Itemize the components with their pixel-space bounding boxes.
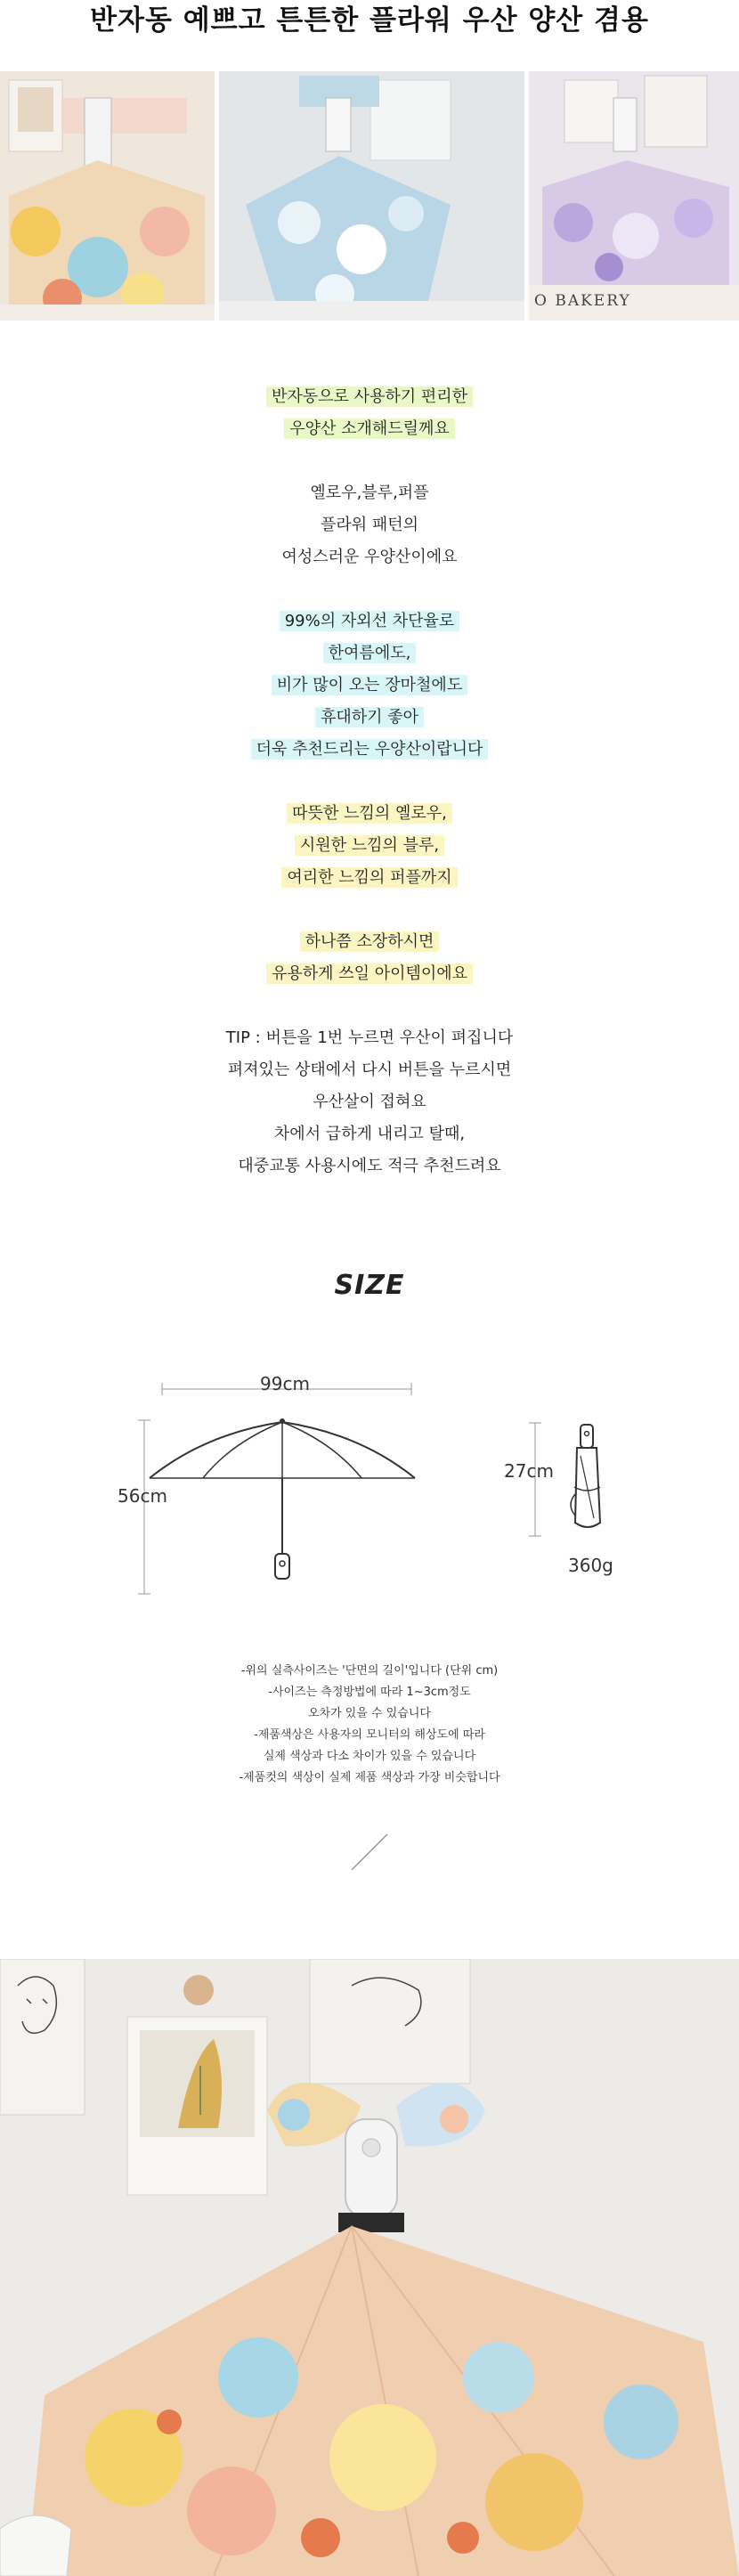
- copy-line: 비가 많이 오는 장마철에도: [272, 675, 467, 695]
- note-line: 실제 색상과 다소 차이가 있을 수 있습니다: [263, 1750, 476, 1763]
- tip-line: 대중교통 사용시에도 적극 추천드려요: [238, 1157, 501, 1175]
- size-diagram: [0, 1353, 739, 1621]
- page-title: 반자동 예쁘고 튼튼한 플라워 우산 양산 겸용: [90, 4, 649, 37]
- copy-line: 여리한 느낌의 퍼플까지: [281, 867, 457, 888]
- tip-line: 우산살이 접혀요: [313, 1093, 426, 1111]
- note-line: -위의 실측사이즈는 '단면의 길이'입니다 (단위 cm): [240, 1664, 499, 1678]
- hero-photo-caption: O BAKERY: [534, 292, 631, 310]
- copy-line: 여성스러운 우양산이에요: [281, 548, 458, 566]
- copy-line: 플라워 패턴의: [320, 516, 419, 534]
- copy-line: 99%의 자외선 차단율로: [280, 611, 460, 631]
- note-line: -사이즈는 측정방법에 따라 1~3cm정도: [268, 1686, 471, 1699]
- product-photo-yellow: [0, 71, 215, 321]
- note-line: -제품컷의 색상이 실제 제품 색상과 가장 비슷합니다: [239, 1771, 500, 1784]
- product-detail-photo: [0, 1959, 739, 2576]
- tip-line: 펴져있는 상태에서 다시 버튼을 누르시면: [227, 1060, 512, 1079]
- umbrella-diagram: [0, 1353, 739, 1621]
- copy-line: 옐로우,블루,퍼플: [310, 484, 429, 502]
- folded-length-label: 27cm: [504, 1460, 554, 1482]
- copy-line: 한여름에도,: [323, 643, 417, 663]
- note-line: 오차가 있을 수 있습니다: [308, 1707, 431, 1720]
- copy-line: 우양산 소개해드릴께요: [284, 418, 455, 439]
- product-photo-blue: [219, 71, 524, 321]
- product-description: [0, 381, 739, 1182]
- tip-line: TIP : 버튼을 1번 누르면 우산이 펴집니다: [225, 1028, 514, 1047]
- copy-line: 더욱 추천드리는 우양산이랍니다: [251, 739, 489, 760]
- tip-line: 차에서 급하게 내리고 탈때,: [273, 1125, 466, 1143]
- copy-line: 유용하게 쓰일 아이템이에요: [266, 963, 473, 984]
- copy-line: 하나쯤 소장하시면: [300, 931, 440, 952]
- product-photo-purple: [529, 71, 739, 321]
- copy-line: 반자동으로 사용하기 편리한: [266, 386, 473, 407]
- hero-image-strip: [0, 71, 739, 321]
- weight-label: 360g: [568, 1555, 613, 1576]
- size-heading: SIZE: [334, 1270, 405, 1301]
- note-line: -제품색상은 사용자의 모니터의 해상도에 따라: [254, 1728, 485, 1742]
- copy-line: 시원한 느낌의 블루,: [295, 835, 444, 856]
- size-notes: [0, 1661, 739, 1789]
- open-width-label: 99cm: [260, 1373, 310, 1394]
- copy-line: 휴대하기 좋아: [315, 707, 424, 727]
- open-height-label: 56cm: [118, 1485, 167, 1507]
- copy-line: 따뜻한 느낌의 옐로우,: [287, 803, 452, 824]
- divider-slash: [347, 1830, 392, 1874]
